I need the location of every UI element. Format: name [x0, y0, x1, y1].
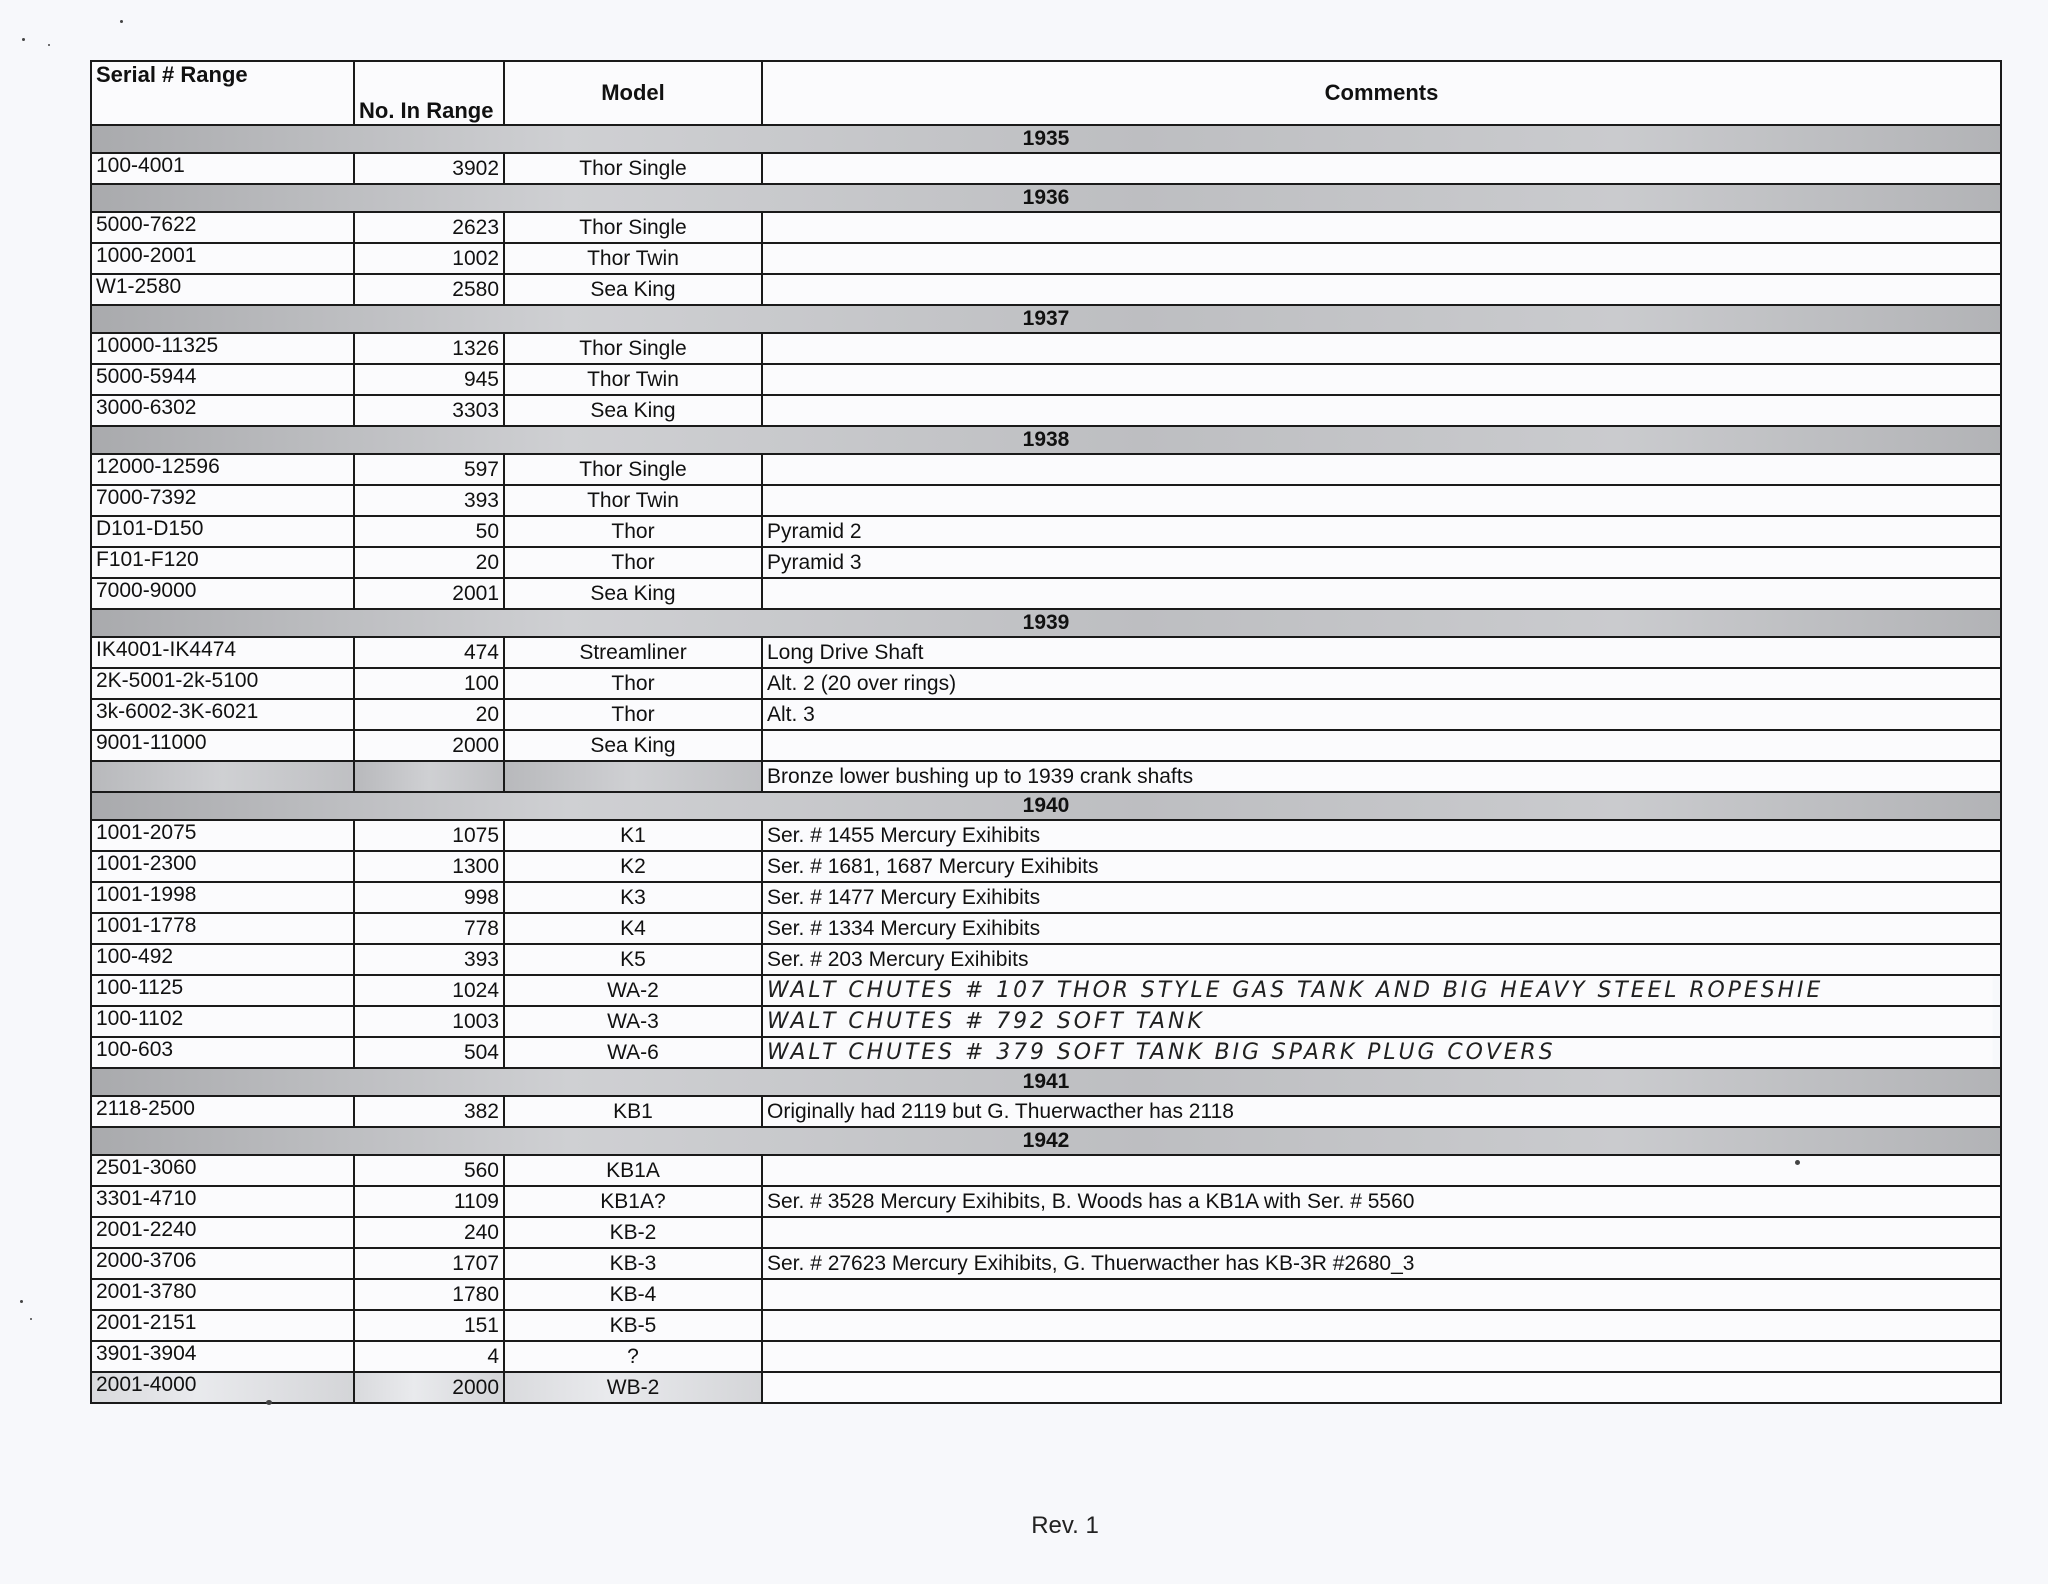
- model-cell: WA-2: [504, 975, 762, 1006]
- comment-cell: [762, 364, 2001, 395]
- serial-range-cell: 9001-11000: [91, 730, 354, 761]
- comment-cell: [762, 1279, 2001, 1310]
- serial-range-cell: 10000-11325: [91, 333, 354, 364]
- table-row: [91, 547, 2001, 578]
- table-row: [91, 243, 2001, 274]
- table-row: [91, 1096, 2001, 1127]
- model-cell: Thor Single: [504, 212, 762, 243]
- year-label: 1942: [91, 1127, 2001, 1155]
- count-cell: 3303: [354, 395, 504, 426]
- comment-cell: Ser. # 3528 Mercury Exihibits, B. Woods has a KB1A with Ser. # 5560: [762, 1186, 2001, 1217]
- year-label: 1940: [91, 792, 2001, 820]
- count-cell: 2623: [354, 212, 504, 243]
- model-cell: Thor Twin: [504, 243, 762, 274]
- model-cell: KB-3: [504, 1248, 762, 1279]
- table-row: [91, 730, 2001, 761]
- model-cell: ?: [504, 1341, 762, 1372]
- revision-label: Rev. 1: [1031, 1512, 1099, 1539]
- table-row: [91, 1310, 2001, 1341]
- header-count: No. In Range: [354, 61, 504, 125]
- header-serial-range: Serial # Range: [91, 61, 354, 125]
- comment-cell: [762, 274, 2001, 305]
- count-cell: 2001: [354, 578, 504, 609]
- serial-range-cell: 2501-3060: [91, 1155, 354, 1186]
- comment-cell: [762, 1341, 2001, 1372]
- table-row: [91, 153, 2001, 184]
- comment-cell: Pyramid 2: [762, 516, 2001, 547]
- model-cell: K3: [504, 882, 762, 913]
- scan-speck: [22, 38, 25, 41]
- comment-cell: [762, 212, 2001, 243]
- comment-cell: [762, 395, 2001, 426]
- model-cell: KB1A: [504, 1155, 762, 1186]
- year-label: 1936: [91, 184, 2001, 212]
- table-header: [91, 61, 2001, 125]
- year-label: 1939: [91, 609, 2001, 637]
- serial-range-cell: 5000-7622: [91, 212, 354, 243]
- table-body: [91, 125, 2001, 1403]
- count-cell: 2000: [354, 1372, 504, 1403]
- model-cell: WA-6: [504, 1037, 762, 1068]
- year-section-row: [91, 305, 2001, 333]
- serial-range-cell: D101-D150: [91, 516, 354, 547]
- serial-range-cell: 1001-1778: [91, 913, 354, 944]
- count-cell: 597: [354, 454, 504, 485]
- model-cell: Thor: [504, 516, 762, 547]
- model-cell: WA-3: [504, 1006, 762, 1037]
- serial-range-cell: 2001-4000: [91, 1372, 354, 1403]
- year-label: 1941: [91, 1068, 2001, 1096]
- count-cell: 2000: [354, 730, 504, 761]
- year-label: 1935: [91, 125, 2001, 153]
- count-cell: 1024: [354, 975, 504, 1006]
- model-cell: K5: [504, 944, 762, 975]
- table-row: [91, 212, 2001, 243]
- serial-range-cell: 7000-7392: [91, 485, 354, 516]
- header-comments: Comments: [762, 61, 2001, 125]
- table-row: [91, 913, 2001, 944]
- table-row: [91, 668, 2001, 699]
- table-row: [91, 944, 2001, 975]
- model-cell: K1: [504, 820, 762, 851]
- serial-range-cell: F101-F120: [91, 547, 354, 578]
- year-section-row: [91, 1127, 2001, 1155]
- serial-range-cell: 1001-1998: [91, 882, 354, 913]
- count-cell: 3902: [354, 153, 504, 184]
- count-cell: 393: [354, 944, 504, 975]
- model-cell: [504, 761, 762, 792]
- table-row: [91, 761, 2001, 792]
- comment-cell: [762, 1310, 2001, 1341]
- serial-range-cell: 2001-2240: [91, 1217, 354, 1248]
- comment-cell: [762, 485, 2001, 516]
- comment-cell: [762, 454, 2001, 485]
- table-row: [91, 1248, 2001, 1279]
- comment-cell: [762, 578, 2001, 609]
- serial-range-cell: W1-2580: [91, 274, 354, 305]
- model-cell: KB-4: [504, 1279, 762, 1310]
- serial-range-cell: 100-4001: [91, 153, 354, 184]
- count-cell: 504: [354, 1037, 504, 1068]
- year-section-row: [91, 792, 2001, 820]
- count-cell: 778: [354, 913, 504, 944]
- table-row: [91, 882, 2001, 913]
- serial-range-cell: 3k-6002-3K-6021: [91, 699, 354, 730]
- count-cell: 998: [354, 882, 504, 913]
- count-cell: 1780: [354, 1279, 504, 1310]
- count-cell: 1075: [354, 820, 504, 851]
- comment-cell: Ser. # 27623 Mercury Exihibits, G. Thuerwacther has KB-3R #2680_3: [762, 1248, 2001, 1279]
- table-row: [91, 1341, 2001, 1372]
- year-section-row: [91, 609, 2001, 637]
- scan-speck: [20, 1300, 23, 1303]
- table-row: [91, 333, 2001, 364]
- comment-cell: [762, 333, 2001, 364]
- serial-range-cell: 2000-3706: [91, 1248, 354, 1279]
- model-cell: Sea King: [504, 730, 762, 761]
- year-label: 1938: [91, 426, 2001, 454]
- serial-range-cell: 1001-2300: [91, 851, 354, 882]
- comment-cell: WALT CHUTES # 379 SOFT TANK BIG SPARK PLUG COVERS: [762, 1037, 1994, 1068]
- model-cell: KB-2: [504, 1217, 762, 1248]
- model-cell: Thor: [504, 668, 762, 699]
- count-cell: 1707: [354, 1248, 504, 1279]
- model-cell: Thor Single: [504, 333, 762, 364]
- table-row: [91, 851, 2001, 882]
- count-cell: 382: [354, 1096, 504, 1127]
- comment-cell: Ser. # 1477 Mercury Exihibits: [762, 882, 2001, 913]
- model-cell: Sea King: [504, 274, 762, 305]
- model-cell: Thor: [504, 699, 762, 730]
- comment-cell: WALT CHUTES # 107 THOR STYLE GAS TANK AND BIG HEAVY STEEL ROPESHIE: [762, 975, 1994, 1006]
- model-cell: Sea King: [504, 395, 762, 426]
- table-row: [91, 1155, 2001, 1186]
- serial-range-cell: 2118-2500: [91, 1096, 354, 1127]
- comment-cell: WALT CHUTES # 792 SOFT TANK: [762, 1006, 1994, 1037]
- comment-cell: Alt. 3: [762, 699, 2001, 730]
- comment-cell: [762, 1372, 2001, 1403]
- comment-cell: Alt. 2 (20 over rings): [762, 668, 2001, 699]
- count-cell: 945: [354, 364, 504, 395]
- model-cell: Thor Twin: [504, 485, 762, 516]
- model-cell: Thor Single: [504, 454, 762, 485]
- table-row: [91, 1186, 2001, 1217]
- count-cell: 1109: [354, 1186, 504, 1217]
- count-cell: 2580: [354, 274, 504, 305]
- table-row: [91, 1217, 2001, 1248]
- count-cell: 1326: [354, 333, 504, 364]
- year-section-row: [91, 125, 2001, 153]
- count-cell: 20: [354, 547, 504, 578]
- table-row: [91, 1037, 2001, 1068]
- scan-speck: [1795, 1160, 1800, 1165]
- scan-speck: [120, 20, 123, 23]
- count-cell: [354, 761, 504, 792]
- comment-cell: Pyramid 3: [762, 547, 2001, 578]
- table-row: [91, 274, 2001, 305]
- table-row: [91, 485, 2001, 516]
- model-cell: K4: [504, 913, 762, 944]
- table-row: [91, 699, 2001, 730]
- model-cell: Thor Single: [504, 153, 762, 184]
- serial-range-cell: 12000-12596: [91, 454, 354, 485]
- serial-range-cell: 1001-2075: [91, 820, 354, 851]
- serial-range-cell: 3901-3904: [91, 1341, 354, 1372]
- serial-range-table: [90, 60, 2002, 1404]
- count-cell: 1300: [354, 851, 504, 882]
- model-cell: K2: [504, 851, 762, 882]
- serial-range-cell: 1000-2001: [91, 243, 354, 274]
- serial-range-cell: 7000-9000: [91, 578, 354, 609]
- count-cell: 20: [354, 699, 504, 730]
- comment-cell: Ser. # 1681, 1687 Mercury Exihibits: [762, 851, 2001, 882]
- count-cell: 100: [354, 668, 504, 699]
- count-cell: 560: [354, 1155, 504, 1186]
- serial-range-cell: 100-1102: [91, 1006, 354, 1037]
- table-row: [91, 454, 2001, 485]
- comment-cell: Bronze lower bushing up to 1939 crank shafts: [762, 761, 2001, 792]
- serial-range-cell: 2001-3780: [91, 1279, 354, 1310]
- serial-range-cell: [91, 761, 354, 792]
- count-cell: 1002: [354, 243, 504, 274]
- year-label: 1937: [91, 305, 2001, 333]
- comment-cell: Ser. # 203 Mercury Exihibits: [762, 944, 2001, 975]
- table-row: [91, 364, 2001, 395]
- count-cell: 1003: [354, 1006, 504, 1037]
- year-section-row: [91, 1068, 2001, 1096]
- serial-range-cell: 2K-5001-2k-5100: [91, 668, 354, 699]
- serial-range-cell: 3000-6302: [91, 395, 354, 426]
- serial-range-cell: 2001-2151: [91, 1310, 354, 1341]
- table-row: [91, 578, 2001, 609]
- table-row: [91, 516, 2001, 547]
- serial-range-cell: IK4001-IK4474: [91, 637, 354, 668]
- model-cell: KB1A?: [504, 1186, 762, 1217]
- scan-speck: [266, 1400, 272, 1405]
- comment-cell: [762, 730, 2001, 761]
- count-cell: 151: [354, 1310, 504, 1341]
- comment-cell: [762, 243, 2001, 274]
- serial-range-cell: 100-1125: [91, 975, 354, 1006]
- count-cell: 240: [354, 1217, 504, 1248]
- comment-cell: Originally had 2119 but G. Thuerwacther has 2118: [762, 1096, 2001, 1127]
- year-section-row: [91, 184, 2001, 212]
- model-cell: KB-5: [504, 1310, 762, 1341]
- comment-cell: [762, 1155, 2001, 1186]
- model-cell: Thor: [504, 547, 762, 578]
- count-cell: 4: [354, 1341, 504, 1372]
- serial-range-cell: 3301-4710: [91, 1186, 354, 1217]
- serial-range-cell: 5000-5944: [91, 364, 354, 395]
- model-cell: Sea King: [504, 578, 762, 609]
- count-cell: 50: [354, 516, 504, 547]
- comment-cell: Ser. # 1334 Mercury Exihibits: [762, 913, 2001, 944]
- table-row: [91, 1372, 2001, 1403]
- table-row: [91, 1279, 2001, 1310]
- model-cell: Thor Twin: [504, 364, 762, 395]
- serial-range-cell: 100-603: [91, 1037, 354, 1068]
- scan-speck: [30, 1318, 32, 1320]
- scan-speck: [48, 44, 50, 46]
- table-row: [91, 395, 2001, 426]
- serial-range-cell: 100-492: [91, 944, 354, 975]
- header-model: Model: [504, 61, 762, 125]
- count-cell: 474: [354, 637, 504, 668]
- table-row: [91, 637, 2001, 668]
- model-cell: KB1: [504, 1096, 762, 1127]
- model-cell: WB-2: [504, 1372, 762, 1403]
- table-row: [91, 1006, 2001, 1037]
- model-cell: Streamliner: [504, 637, 762, 668]
- table-row: [91, 820, 2001, 851]
- comment-cell: Long Drive Shaft: [762, 637, 2001, 668]
- comment-cell: [762, 153, 2001, 184]
- comment-cell: [762, 1217, 2001, 1248]
- year-section-row: [91, 426, 2001, 454]
- table-row: [91, 975, 2001, 1006]
- comment-cell: Ser. # 1455 Mercury Exihibits: [762, 820, 2001, 851]
- count-cell: 393: [354, 485, 504, 516]
